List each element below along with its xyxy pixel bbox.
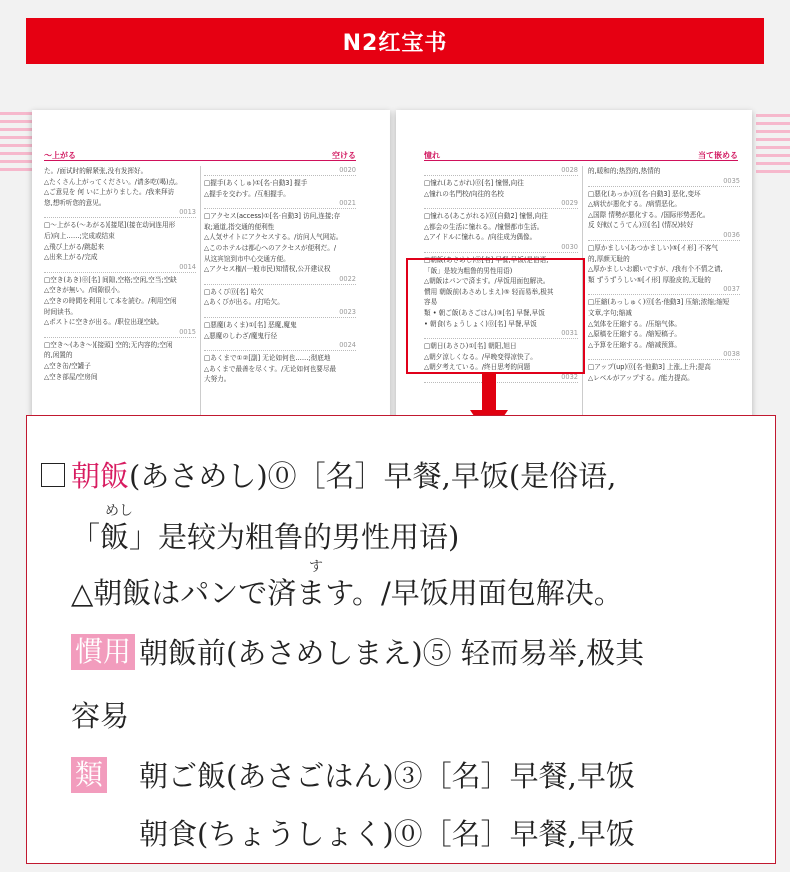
entry-line: △原稿を圧縮する。/缩短稿子。 xyxy=(588,330,682,339)
tag-kanyou: 慣用 xyxy=(71,634,135,670)
entry-number: 0031 xyxy=(424,329,578,339)
entry-line: △アイドルに憧れる。/向往成为偶像。 xyxy=(424,233,537,242)
ruby-su: す xyxy=(309,559,323,575)
entry-line: △悪魔のしわざ/魔鬼行径 xyxy=(204,331,278,340)
headword-reading: (あさめし)⓪［名］早餐,早饭(是俗语, xyxy=(129,459,617,493)
entry-line: △厚かましいお願いですが、/我有个不情之请, xyxy=(588,265,723,274)
entry-line: △このホテルは都心へのアクセスが便利だ。/ xyxy=(204,243,337,252)
entry-number: 0023 xyxy=(204,308,356,318)
entry-line: △ポストに空きが出る。/职位出现空缺。 xyxy=(44,318,164,327)
entry-line: □圧縮(あっしゅく)⓪[名·他動3] 压缩;浓缩;缩短 xyxy=(588,298,730,307)
entry-number: 0028 xyxy=(424,166,578,176)
entry-column-2 xyxy=(204,166,356,385)
entry-line: 时间读书。 xyxy=(44,307,77,316)
header-rule xyxy=(44,160,356,161)
ruby-meshi: めし xyxy=(105,503,133,519)
entry-number: 0020 xyxy=(204,166,356,176)
entry-line: △握手を交わす。/互相握手。 xyxy=(204,189,290,198)
entry-line: △朝夕考えている。/终日思考的问题 xyxy=(424,363,531,372)
entry-line: △病状が悪化する。/病情恶化。 xyxy=(588,200,682,209)
entry-column-1 xyxy=(44,166,196,382)
entry-line: □悪化(あっか)⓪[名·自動3] 恶化,变坏 xyxy=(588,189,701,198)
entry-line: □厚かましい(あつかましい)⑤[イ形] 不客气 xyxy=(588,243,719,252)
entry-line: 取;通道,指交通的便利性 xyxy=(204,222,275,231)
checkbox-icon xyxy=(41,463,65,487)
entry-line: □アップ(up)⓪[名·他動3] 上涨,上升;提高 xyxy=(588,363,711,372)
entry-number: 0032 xyxy=(424,373,578,383)
decorative-stripes-right xyxy=(756,114,790,176)
banner-title: N2红宝书 xyxy=(342,30,448,56)
entry-line: △あくびが出る。/打哈欠。 xyxy=(204,298,284,307)
entry-line: △空きが無い。/间隙很小。 xyxy=(44,286,124,295)
entry-line: □空き(あき)⓪[名] 间隙,空格;空闲,空当;空缺 xyxy=(44,275,177,284)
entry-line: △飛び上がる/跳起来 xyxy=(44,242,105,251)
entry-line: □握手(あくしゅ)①[名·自動3] 握手 xyxy=(204,179,308,187)
entry-line: △アクセス権/(一般市民)知情权,公开建议权 xyxy=(204,265,331,274)
column-rule xyxy=(200,166,201,416)
entry-line: △たくさん上がってください。/请多吃(喝)点。 xyxy=(44,177,182,186)
tag-rui: 類 xyxy=(71,757,107,793)
running-head-left: 憧れ xyxy=(424,151,440,160)
entry-line: 您,想听听您的意见。 xyxy=(44,198,106,207)
entry-line: △レベルがアップする。/能力提高。 xyxy=(588,373,694,382)
entry-line: • 朝食(ちょうしょく)⓪[名] 早餐,早饭 xyxy=(424,319,537,328)
entry-line: □憧れ(あこがれ)⓪[名] 憧憬,向往 xyxy=(424,179,524,187)
headword: 朝飯 xyxy=(71,459,130,493)
running-head-right: 空ける xyxy=(332,151,356,160)
running-head-left: 〜上がる xyxy=(44,151,76,160)
entry-line: □あくび⓪[名] 哈欠 xyxy=(204,287,264,296)
entry-number: 0021 xyxy=(204,199,356,209)
entry-line: 「飯」是较为粗鲁的男性用语) xyxy=(424,266,513,275)
entry-line: 類 ずうずうしい⑤[イ形] 厚脸皮的,无耻的 xyxy=(588,275,711,284)
entry-line: △人気サイトにアクセスする。/访问人气网站。 xyxy=(204,233,343,242)
entry-number: 0014 xyxy=(44,263,196,273)
entry-line: △ご意見を 何 いに上がりました。/我来拜访 xyxy=(44,188,175,197)
entry-line: △空きの時間を利用して本を読む。/利用空闲 xyxy=(44,296,177,305)
entry-number: 0022 xyxy=(204,275,356,285)
decorative-stripes-left xyxy=(0,112,34,174)
entry-line: △あくまで最善を尽くす。/无论如何也要尽最 xyxy=(204,364,337,373)
entry-line: 反 好転(こうてん)⓪[名] (情况)转好 xyxy=(588,221,694,230)
highlight-box xyxy=(406,258,585,374)
entry-line: 慣用 朝飯前(あさめしまえ)⑤ 轻而易举,极其 xyxy=(424,287,554,296)
entry-line: 文章,字句;缩减 xyxy=(588,308,632,317)
entry-line: 从这宾馆到市中心交通方便。 xyxy=(204,254,290,263)
entry-line: □空き〜(あき〜)[接頭] 空的;无内容的;空闲 xyxy=(44,340,173,349)
header-rule xyxy=(424,160,738,161)
entry-line: △出来上がる/完成 xyxy=(44,253,98,262)
entry-line: □悪魔(あくま)①[名] 恶魔,魔鬼 xyxy=(204,320,297,329)
entry-line: □朝飯(あさめし)⓪[名] 早餐,早饭(是俗语, xyxy=(424,255,549,264)
entry-line: 容易 xyxy=(424,298,438,307)
title-banner xyxy=(26,18,764,64)
entry-line: □アクセス(access)①[名·自動3] 访问,连接;存 xyxy=(204,212,341,221)
idiom-continuation: 容易 xyxy=(71,699,130,733)
entry-line: △空き缶/空罐子 xyxy=(44,361,91,370)
entry-line: □憧れる(あこがれる)⓪[自動2] 憧憬,向往 xyxy=(424,212,548,221)
entry-line: △都会の生活に憧れる。/憧憬都市生活。 xyxy=(424,222,544,231)
entry-number: 0024 xyxy=(204,341,356,351)
entry-line: △空き部屋/空房间 xyxy=(44,372,98,381)
entry-line: △国際 情勢が悪化する。/国际形势恶化。 xyxy=(588,210,710,219)
idiom-text: 朝飯前(あさめしまえ)⑤ 轻而易举,极其 xyxy=(139,636,645,670)
entry-headline xyxy=(41,454,616,495)
entry-line: □朝日(あさひ)①[名] 朝阳,旭日 xyxy=(424,342,517,351)
entry-definition-cont: 「飯」是较为粗鲁的男性用语) xyxy=(71,520,460,554)
entry-number: 0037 xyxy=(588,285,740,295)
entry-number: 0038 xyxy=(588,350,740,360)
entry-number: 0015 xyxy=(44,328,196,338)
entry-number: 0030 xyxy=(424,243,578,253)
entry-line: □あくまで①②[副] 无论如何也……;彻底地 xyxy=(204,354,331,363)
entry-line: △憧れの名門校/向往的名校 xyxy=(424,189,504,198)
entry-line: △朝飯はパンで済ます。/早饭用面包解决。 xyxy=(424,277,550,286)
synonym-1: 朝ご飯(あさごはん)③［名］早餐,早饭 xyxy=(139,759,635,793)
entry-line: 的,厚颜无耻的 xyxy=(588,254,630,263)
synonym-2: 朝食(ちょうしょく)⓪［名］早餐,早饭 xyxy=(139,817,635,851)
idiom-line xyxy=(71,631,644,672)
example-sentence: △朝飯はパンで済ます。/早饭用面包解决。 xyxy=(71,576,623,610)
entry-number: 0029 xyxy=(424,199,578,209)
entry-number: 0013 xyxy=(44,208,196,218)
entry-line: 大努力。 xyxy=(204,375,231,384)
entry-line: た。/面试时的解紧张,没有发挥好。 xyxy=(44,167,148,175)
entry-line: □〜上がる(〜あがる)[接尾](接在动词连用形 xyxy=(44,221,176,230)
entry-line: 后)向上……;完成或结束 xyxy=(44,231,115,240)
entry-line: 類 • 朝ご飯(あさごはん)③[名] 早餐,早饭 xyxy=(424,308,545,317)
magnified-entry xyxy=(26,415,776,864)
running-head-right: 当て嵌める xyxy=(698,151,738,160)
entry-number: 0035 xyxy=(588,177,740,187)
entry-line: 的,闲置的 xyxy=(44,351,73,360)
entry-line: △気体を圧縮する。/压缩气体。 xyxy=(588,319,682,328)
entry-line: △予算を圧縮する。/缩减预算。 xyxy=(588,340,682,349)
synonym-line-1 xyxy=(71,754,635,795)
entry-line: 的,暖和的;热烈的,热情的 xyxy=(588,167,661,175)
entry-number: 0036 xyxy=(588,231,740,241)
entry-line: △朝夕涼しくなる。/早晚变得凉快了。 xyxy=(424,352,537,361)
entry-column-2 xyxy=(588,166,740,384)
